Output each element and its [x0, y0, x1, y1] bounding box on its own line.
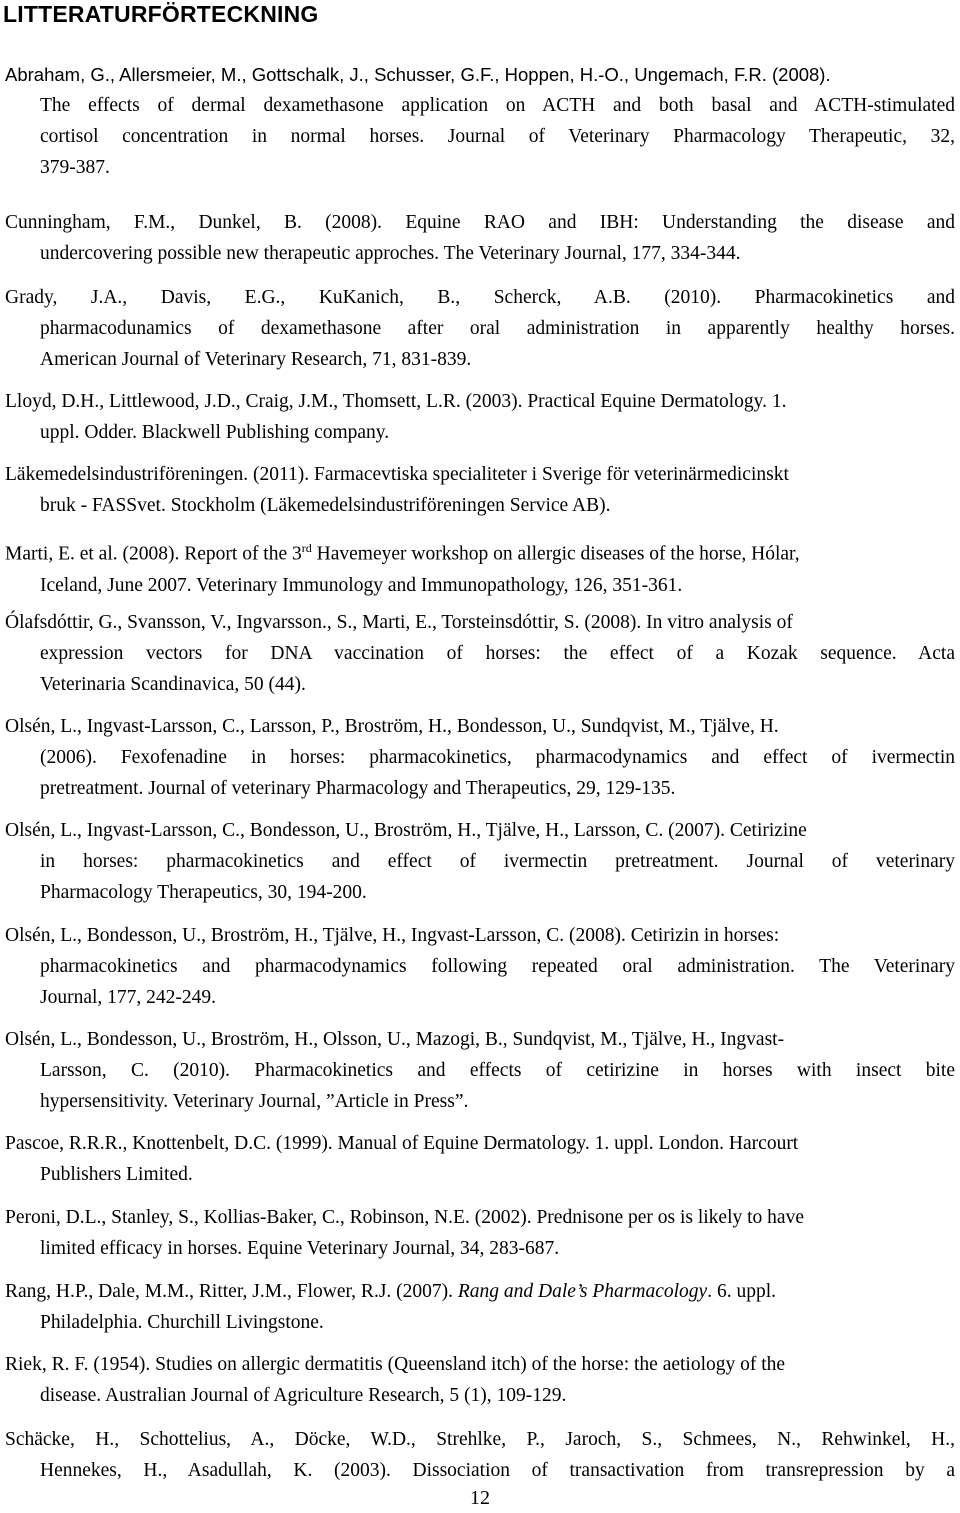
reference-line: American Journal of Veterinary Research, 71, 831-839.	[40, 349, 472, 370]
reference-olsen-2010	[5, 1024, 955, 1117]
reference-line: Olsén, L., Ingvast-Larsson, C., Larsson, P., Broström, H., Bondesson, U., Sundqvist, M., Tjälve, H.	[5, 716, 779, 737]
reference-line: cortisol concentration in normal horses. Journal of Veterinary Pharmacology Therapeutic, 32,	[40, 126, 955, 147]
reference-text: Havemeyer workshop on allergic diseases of the horse, Hólar,	[311, 543, 800, 565]
reference-text: Marti, E. et al. (2008). Report of the 3	[5, 543, 302, 565]
reference-line: undercovering possible new therapeutic approches. The Veterinary Journal, 177, 334-344.	[40, 243, 741, 264]
reference-line: (2006). Fexofenadine in horses: pharmacokinetics, pharmacodynamics and effect of ivermectin	[40, 747, 955, 768]
reference-riek-1954	[5, 1349, 955, 1411]
reference-olsen-2007	[5, 815, 955, 908]
reference-line: Olsén, L., Ingvast-Larsson, C., Bondesson, U., Broström, H., Tjälve, H., Larsson, C. (2007). Cetirizine	[5, 820, 807, 841]
reference-grady-2010	[5, 282, 955, 375]
reference-line: Pharmacology Therapeutics, 30, 194-200.	[40, 882, 367, 903]
reference-text: . 6. uppl.	[707, 1281, 777, 1302]
reference-line: in horses: pharmacokinetics and effect of ivermectin pretreatment. Journal of veterinary	[40, 851, 955, 872]
book-title: Rang and Dale’s Pharmacology	[457, 1281, 708, 1302]
reference-line: Veterinaria Scandinavica, 50 (44).	[40, 674, 306, 695]
reference-line	[5, 533, 955, 570]
reference-line: Peroni, D.L., Stanley, S., Kollias-Baker, C., Robinson, N.E. (2002). Prednisone per os is likely to have	[5, 1207, 804, 1228]
reference-peroni-2002	[5, 1202, 955, 1264]
page-title: LITTERATURFÖRTECKNING	[3, 1, 319, 27]
reference-line: Riek, R. F. (1954). Studies on allergic dermatitis (Queensland itch) of the horse: the aetiology of the	[5, 1354, 786, 1375]
reference-line: Journal, 177, 242-249.	[40, 987, 217, 1008]
reference-line: uppl. Odder. Blackwell Publishing company.	[40, 422, 390, 443]
page-number: 12	[470, 1487, 490, 1509]
reference-lloyd-2003	[5, 386, 955, 448]
reference-line: Olsén, L., Bondesson, U., Broström, H., Olsson, U., Mazogi, B., Sundqvist, M., Tjälve, H., Ingvast-	[5, 1029, 785, 1050]
reference-cunningham-2008	[5, 207, 955, 269]
reference-line: limited efficacy in horses. Equine Veterinary Journal, 34, 283-687.	[40, 1238, 560, 1259]
reference-abraham-2008	[5, 59, 955, 183]
reference-rang-2007	[5, 1276, 955, 1338]
reference-line: Hennekes, H., Asadullah, K. (2003). Dissociation of transactivation from transrepression by a	[40, 1460, 955, 1481]
reference-line: Grady, J.A., Davis, E.G., KuKanich, B., Scherck, A.B. (2010). Pharmacokinetics and	[5, 287, 955, 308]
reference-line	[5, 1276, 955, 1307]
reference-line: disease. Australian Journal of Agriculture Research, 5 (1), 109-129.	[40, 1385, 567, 1406]
reference-line: 379-387.	[40, 157, 110, 178]
reference-olsen-2008	[5, 920, 955, 1013]
reference-line: Lloyd, D.H., Littlewood, J.D., Craig, J.M., Thomsett, L.R. (2003). Practical Equine Dermatology. 1.	[5, 391, 787, 412]
reference-line: Iceland, June 2007. Veterinary Immunology and Immunopathology, 126, 351-361.	[40, 574, 683, 596]
reference-line: Schäcke, H., Schottelius, A., Döcke, W.D., Strehlke, P., Jaroch, S., Schmees, N., Rehwinkel, H.,	[5, 1429, 955, 1450]
reference-line: The effects of dermal dexamethasone application on ACTH and both basal and ACTH-stimulated	[40, 95, 955, 116]
reference-line: Pascoe, R.R.R., Knottenbelt, D.C. (1999). Manual of Equine Dermatology. 1. uppl. London. Harcourt	[5, 1133, 799, 1154]
reference-line: pharmacodunamics of dexamethasone after oral administration in apparently healthy horses.	[40, 318, 955, 339]
reference-line: hypersensitivity. Veterinary Journal, ”Article in Press”.	[40, 1091, 469, 1112]
reference-marti-2008	[5, 533, 955, 601]
reference-line: Olsén, L., Bondesson, U., Broström, H., Tjälve, H., Ingvast-Larsson, C. (2008). Cetirizin in horses:	[5, 925, 780, 946]
reference-line: Abraham, G., Allersmeier, M., Gottschalk, J., Schusser, G.F., Hoppen, H.-O., Ungemach, F.R. (2008).	[5, 64, 831, 85]
reference-line: Cunningham, F.M., Dunkel, B. (2008). Equine RAO and IBH: Understanding the disease and	[5, 212, 955, 233]
ordinal-suffix: rd	[301, 541, 312, 555]
reference-line: bruk - FASSvet. Stockholm (Läkemedelsindustriföreningen Service AB).	[40, 495, 611, 516]
reference-text: Rang, H.P., Dale, M.M., Ritter, J.M., Flower, R.J. (2007).	[5, 1281, 458, 1302]
reference-line: pretreatment. Journal of veterinary Pharmacology and Therapeutics, 29, 129-135.	[40, 778, 676, 799]
reference-line: Philadelphia. Churchill Livingstone.	[40, 1312, 324, 1333]
reference-line: Publishers Limited.	[40, 1164, 193, 1185]
reference-olafsdottir-2008	[5, 607, 955, 700]
reference-line: expression vectors for DNA vaccination of horses: the effect of a Kozak sequence. Acta	[40, 643, 955, 664]
reference-line: Läkemedelsindustriföreningen. (2011). Farmacevtiska specialiteter i Sverige för veterinärmedicinskt	[5, 464, 789, 485]
reference-line: pharmacokinetics and pharmacodynamics following repeated oral administration. The Veterinary	[40, 956, 955, 977]
reference-line: Larsson, C. (2010). Pharmacokinetics and effects of cetirizine in horses with insect bite	[40, 1060, 955, 1081]
reference-pascoe-1999	[5, 1128, 955, 1190]
reference-schacke-2003	[5, 1424, 955, 1486]
reference-olsen-2006	[5, 711, 955, 804]
reference-line: Ólafsdóttir, G., Svansson, V., Ingvarsson., S., Marti, E., Torsteinsdóttir, S. (2008). In vitro analysis of	[5, 612, 793, 633]
reference-lakemedelsindustriforeningen-2011	[5, 459, 955, 521]
